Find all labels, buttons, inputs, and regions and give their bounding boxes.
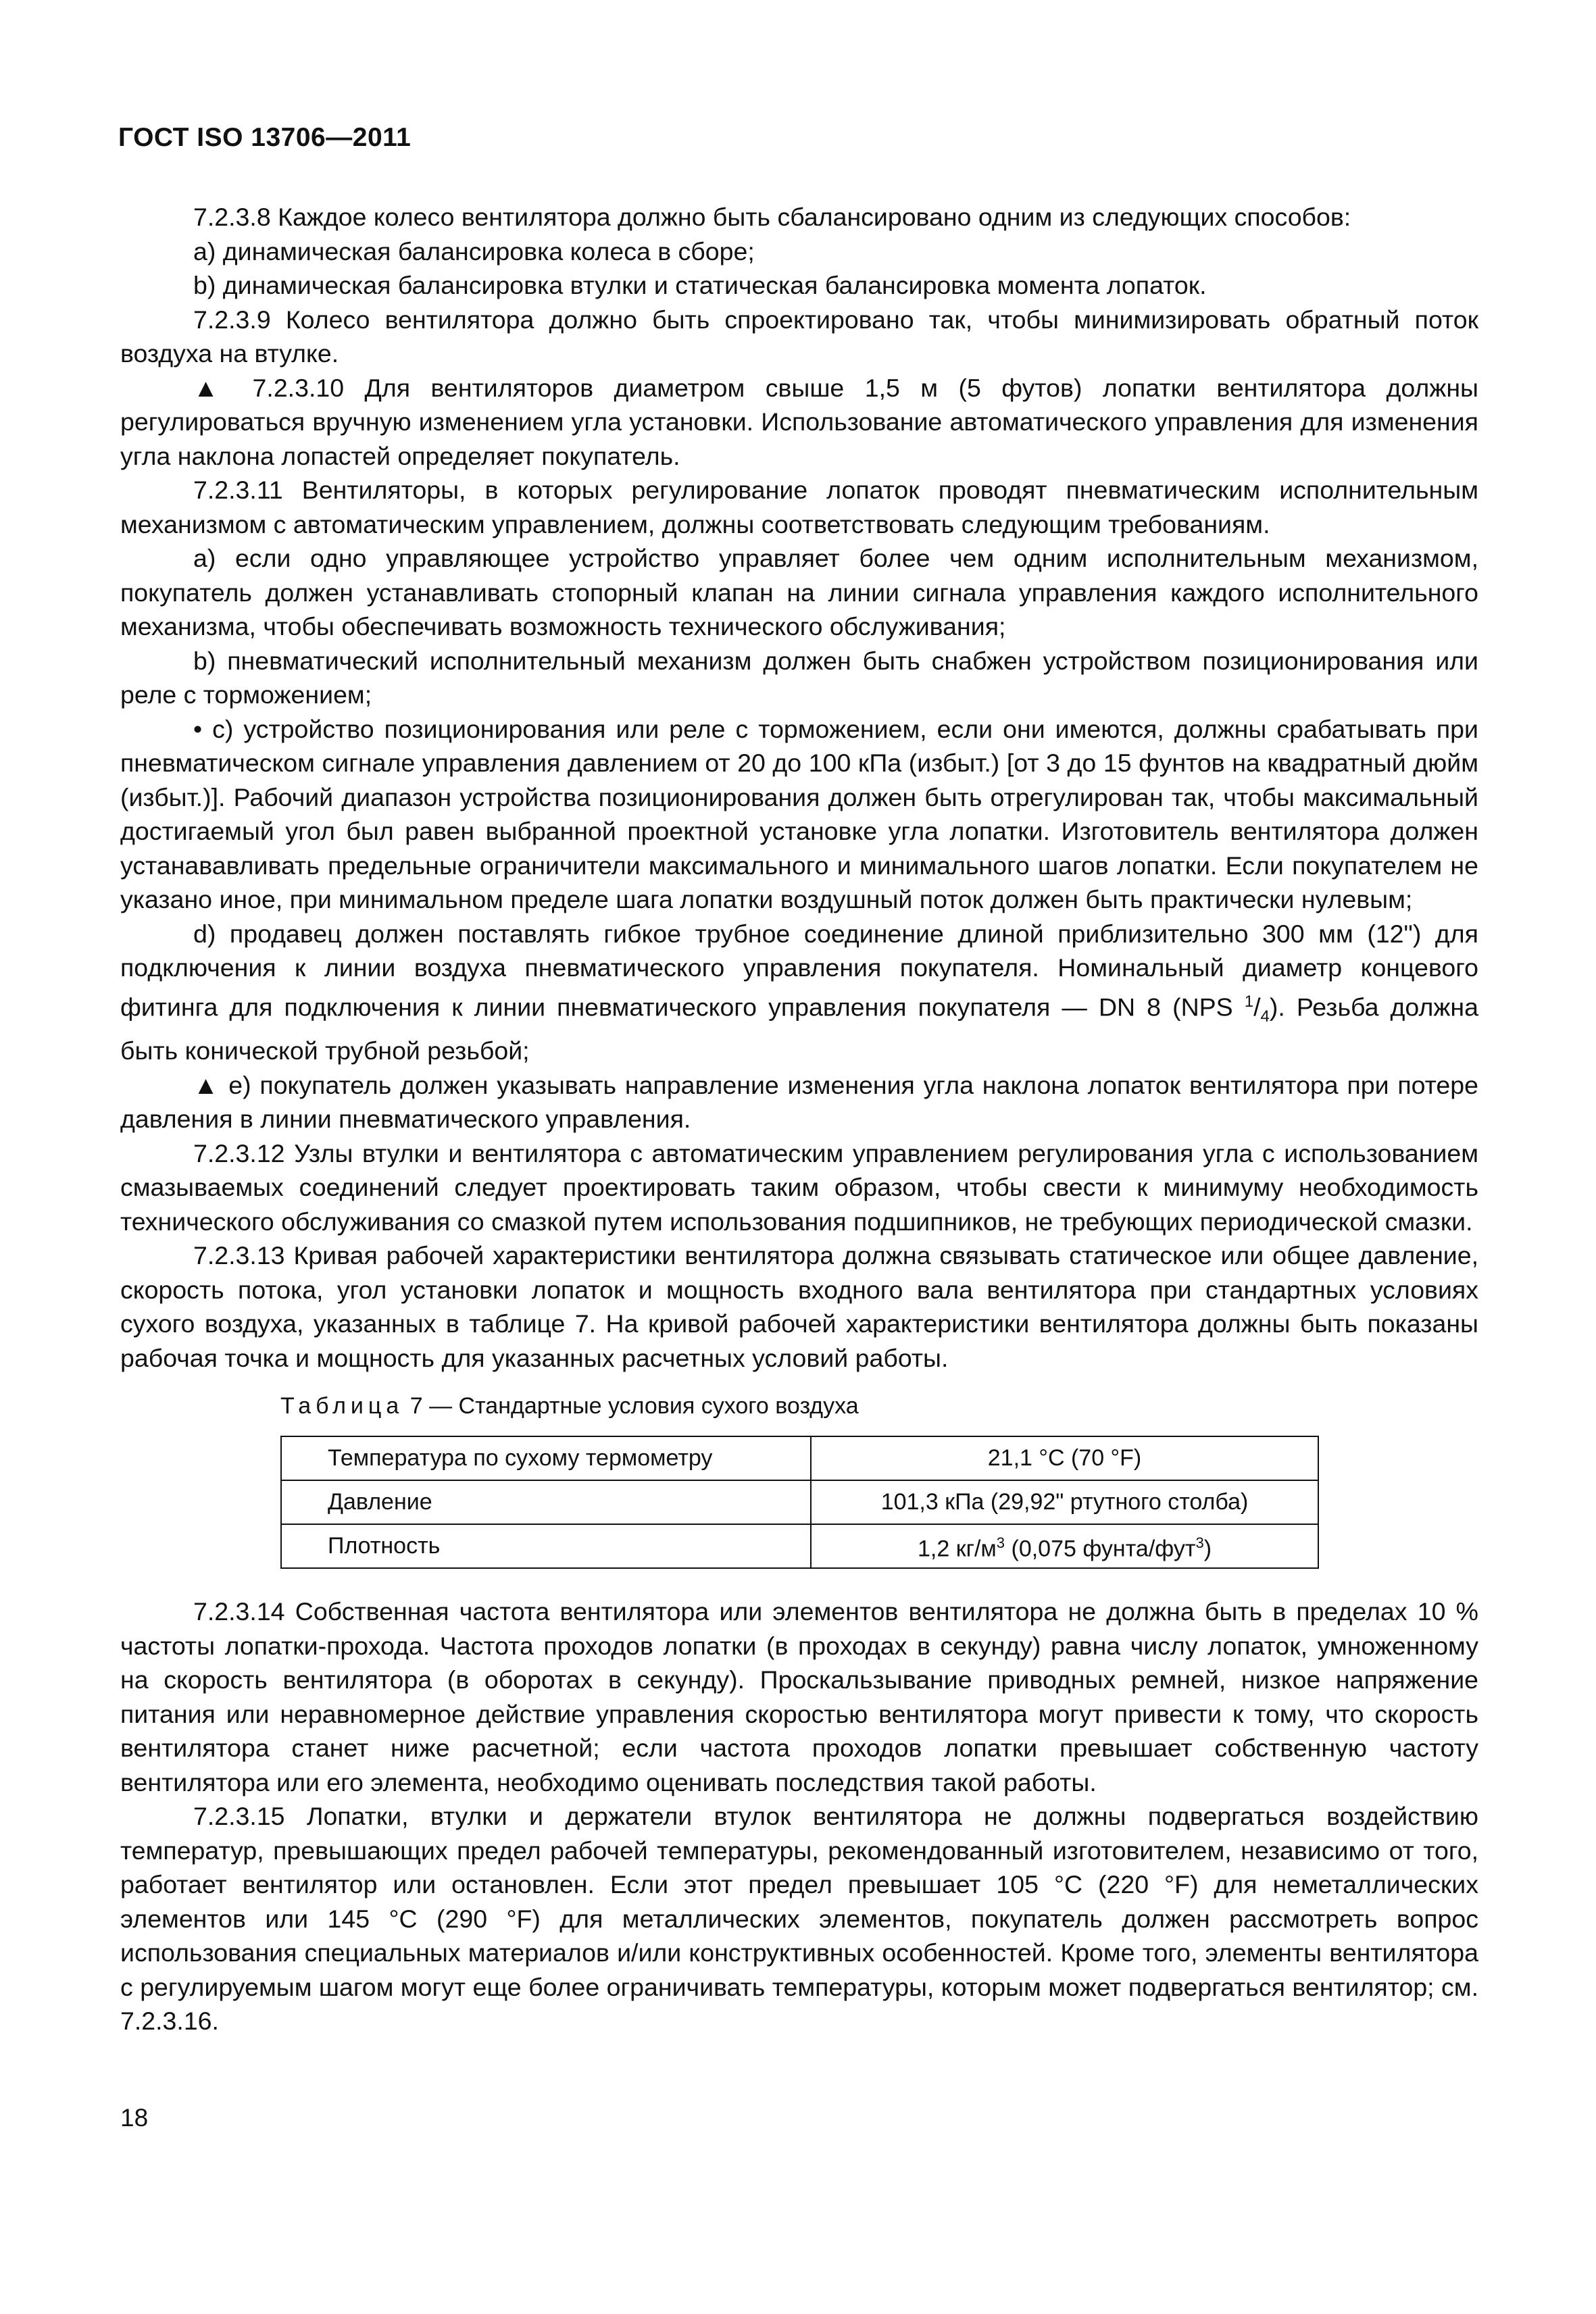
table-caption bbox=[280, 1391, 1478, 1421]
document-body bbox=[120, 200, 1478, 2038]
text-run: ). Резьба должна быть конической трубной резьбой; bbox=[120, 992, 1478, 1065]
superscript: 3 bbox=[1195, 1534, 1204, 1552]
paragraph-7-2-3-10: ▲ 7.2.3.10 Для вентиляторов диаметром свыше 1,5 м (5 футов) лопатки вентилятора должны регулироваться вручную изменением угла установки. Использование автоматического управления для изменения угла наклона лопастей определяет покупатель. bbox=[120, 373, 1478, 470]
text-run: d) продавец должен поставлять гибкое трубное соединение длиной приблизительно 300 мм (12") для подключения к линии воздуха пневматического управления покупателя. Номинальный диаметр концевого фитинга для подключения к линии пневматического управления покупателя — DN 8 (NPS bbox=[120, 919, 1478, 1021]
table-cell-value: 21,1 °С (70 °F) bbox=[811, 1436, 1318, 1480]
list-item-e: ▲ е) покупатель должен указывать направление изменения угла наклона лопаток вентилятора при потере давления в линии пневматического управления. bbox=[120, 1070, 1478, 1133]
list-item-b: b) пневматический исполнительный механизм должен быть снабжен устройством позиционирования или реле с торможением; bbox=[120, 646, 1478, 709]
table-row bbox=[281, 1480, 1318, 1524]
table-row bbox=[281, 1524, 1318, 1568]
paragraph-7-2-3-8: 7.2.3.8 Каждое колесо вентилятора должно быть сбалансировано одним из следующих способов: bbox=[193, 203, 1351, 231]
page-number: 18 bbox=[120, 2104, 149, 2132]
superscript: 3 bbox=[996, 1534, 1005, 1552]
fraction-slash: / bbox=[1253, 992, 1261, 1021]
table-cell-label: Давление bbox=[281, 1480, 811, 1524]
list-item-a: а) если одно управляющее устройство управляет более чем одним исполнительным механизмом, покупатель должен устанавливать стопорный клапан на линии сигнала управления каждого исполнительного механизма, чтобы обеспечивать возможность технического обслуживания; bbox=[120, 544, 1478, 640]
paragraph-7-2-3-9: 7.2.3.9 Колесо вентилятора должно быть спроектировано так, чтобы минимизировать обратный поток воздуха на втулке. bbox=[120, 305, 1478, 368]
value-text: (0,075 фунта/фут bbox=[1005, 1536, 1196, 1562]
fraction-denominator: 4 bbox=[1260, 1007, 1270, 1026]
list-item-d bbox=[120, 917, 1478, 1068]
table-caption-text: 7 — Стандартные условия сухого воздуха bbox=[403, 1393, 859, 1419]
list-item-c: • с) устройство позиционирования или реле с торможением, если они имеются, должны срабатывать при пневматическом сигнале управления давлением от 20 до 100 кПа (избыт.) [от 3 до 15 фунтов на квадратный дюйм (избыт.)]. Рабочий диапазон устройства позиционирования должен быть отрегулирован так, чтобы максимальный достигаемый угол был равен выбранной проектной установке угла лопатки. Изготовитель вентилятора должен устанававливать предельные ограничители максимального и минимального шагов лопатки. Если покупателем не указано иное, при минимальном пределе шага лопатки воздушный поток должен быть практически нулевым; bbox=[120, 714, 1478, 913]
table-cell-value bbox=[811, 1524, 1318, 1568]
table-cell-value: 101,3 кПа (29,92" ртутного столба) bbox=[811, 1480, 1318, 1524]
value-text: ) bbox=[1203, 1536, 1212, 1562]
table-row bbox=[281, 1436, 1318, 1480]
table-caption-word: Таблица bbox=[280, 1393, 404, 1419]
document-header: ГОСТ ISO 13706—2011 bbox=[118, 123, 412, 152]
table-cell-label: Плотность bbox=[281, 1524, 811, 1568]
fraction-numerator: 1 bbox=[1244, 992, 1254, 1011]
list-item-a: а) динамическая балансировка колеса в сборе; bbox=[193, 236, 755, 266]
paragraph-7-2-3-15: 7.2.3.15 Лопатки, втулки и держатели втулок вентилятора не должны подвергаться воздействию температур, превышающих предел рабочей температуры, рекомендованный изготовителем, независимо от того, работает вентилятор или остановлен. Если этот предел превышает 105 °С (220 °F) для неметаллических элементов или 145 °С (290 °F) для металлических элементов, покупатель должен рассмотреть вопрос использования специальных материалов и/или конструктивных особенностей. Кроме того, элементы вентилятора с регулируемым шагом могут еще более ограничивать температуры, которым может подвергаться вентилятор; см. 7.2.3.16. bbox=[120, 1802, 1478, 2035]
table-cell-label: Температура по сухому термометру bbox=[281, 1436, 811, 1480]
paragraph-7-2-3-13: 7.2.3.13 Кривая рабочей характеристики вентилятора должна связывать статическое или общее давление, скорость потока, угол установки лопаток и мощность входного вала вентилятора при стандартных условиях сухого воздуха, указанных в таблице 7. На кривой рабочей характеристики вентилятора должны быть показаны рабочая точка и мощность для указанных расчетных условий работы. bbox=[120, 1241, 1478, 1372]
paragraph-7-2-3-14: 7.2.3.14 Собственная частота вентилятора или элементов вентилятора не должна быть в пределах 10 % частоты лопатки-прохода. Частота проходов лопатки (в проходах в секунду) равна числу лопаток, умноженному на скорость вентилятора (в оборотах в секунду). Проскальзывание приводных ремней, низкое напряжение питания или неравномерное действие управления скоростью вентилятора могут привести к тому, что скорость вентилятора станет ниже расчетной; если частота проходов лопатки превышает собственную частоту вентилятора или его элемента, необходимо оценивать последствия такой работы. bbox=[120, 1597, 1478, 1796]
paragraph-7-2-3-12: 7.2.3.12 Узлы втулки и вентилятора с автоматическим управлением регулирования угла с использованием смазываемых соединений следует проектировать таким образом, чтобы свести к минимуму необходимость технического обслуживания со смазкой путем использования подшипников, не требующих периодической смазки. bbox=[120, 1138, 1478, 1236]
dry-air-conditions-table bbox=[280, 1436, 1319, 1569]
value-text: 1,2 кг/м bbox=[917, 1536, 997, 1562]
paragraph-7-2-3-11: 7.2.3.11 Вентиляторы, в которых регулирование лопаток проводят пневматическим исполнительным механизмом с автоматическим управлением, должны соответствовать следующим требованиям. bbox=[120, 476, 1478, 538]
list-item-b: b) динамическая балансировка втулки и статическая балансировка момента лопаток. bbox=[193, 271, 1207, 299]
